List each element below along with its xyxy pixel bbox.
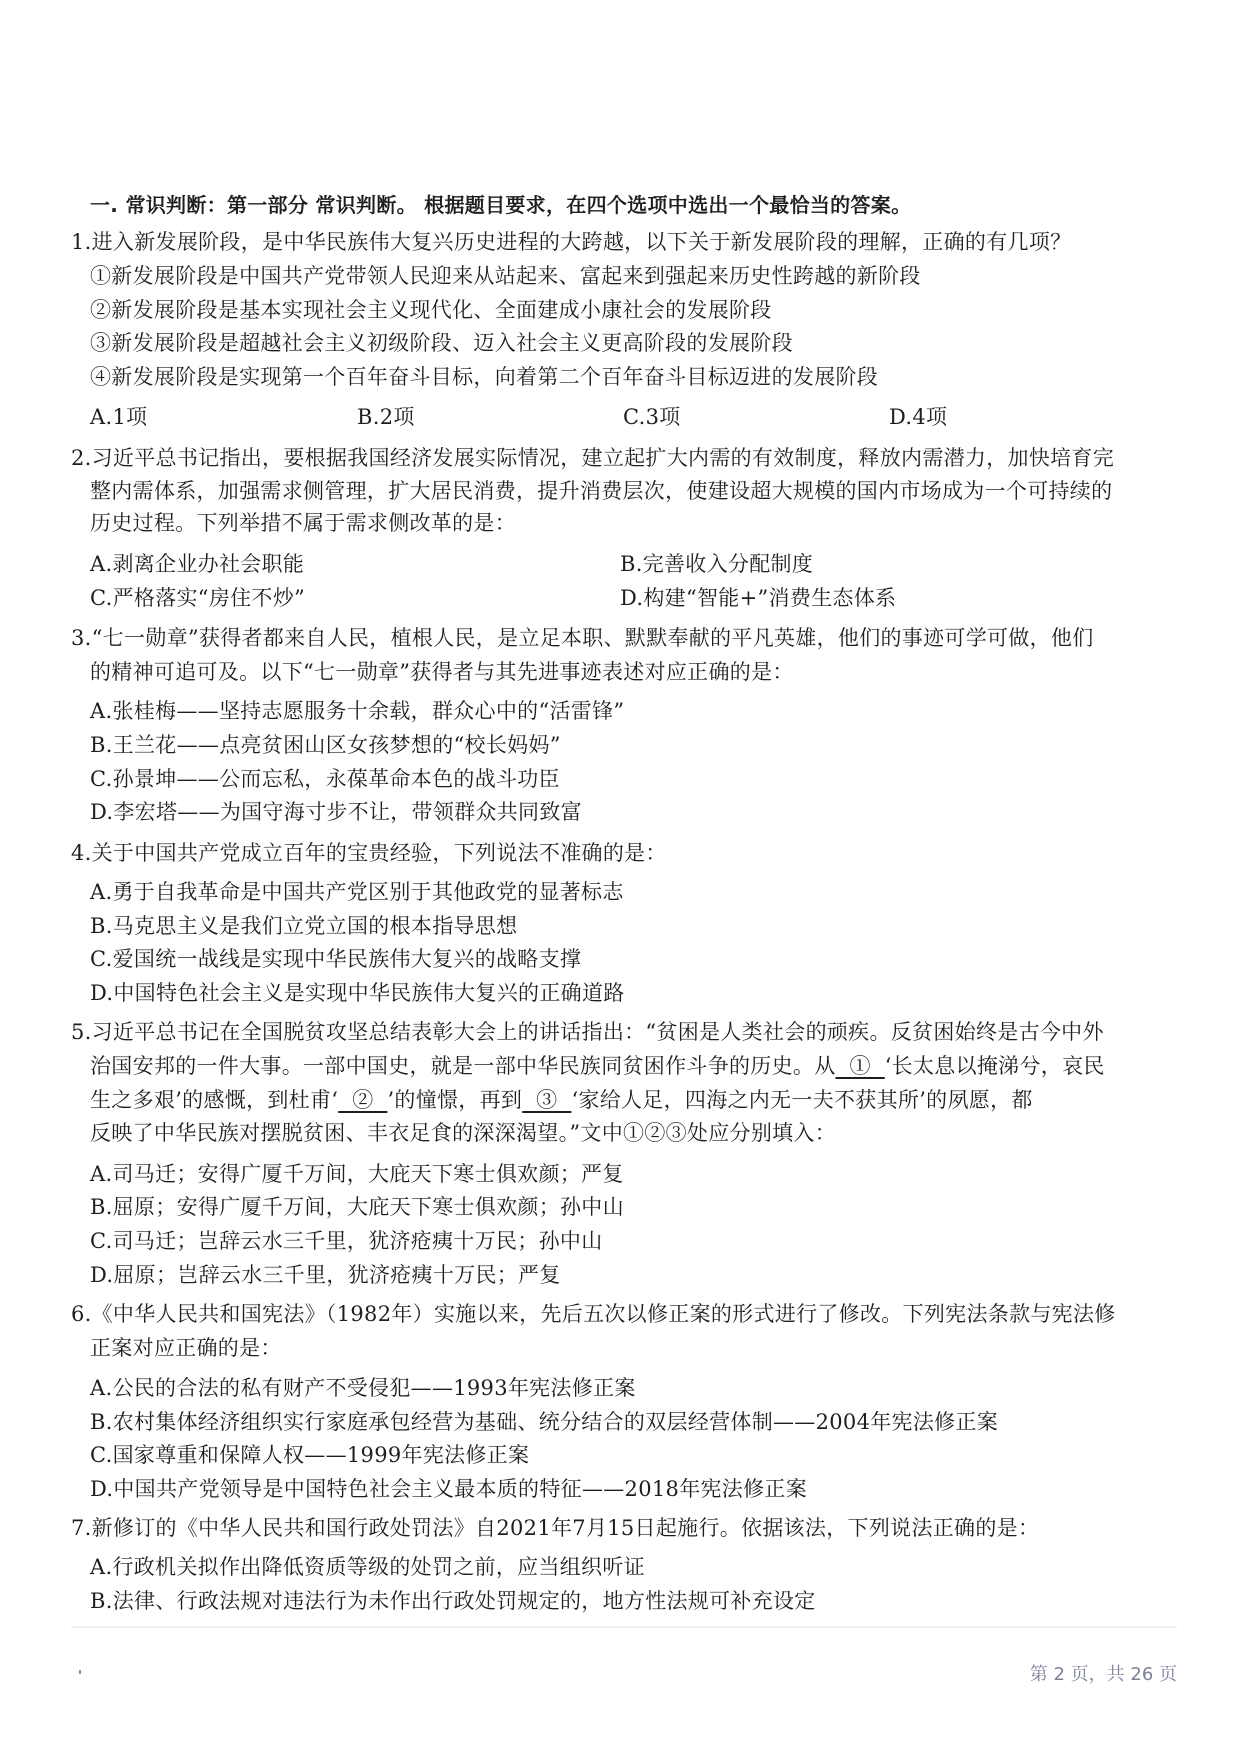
footer-dot xyxy=(79,1670,81,1674)
answer-option: C.国家尊重和保障人权——1999年宪法修正案 xyxy=(90,1443,530,1467)
statement-item: ③新发展阶段是超越社会主义初级阶段、迈入社会主义更高阶段的发展阶段 xyxy=(90,331,793,355)
answer-option: D.屈原；岂辞云水三千里，犹济疮痍十万民；严复 xyxy=(90,1263,561,1287)
page-number: 第 2 页，共 26 页 xyxy=(1029,1664,1177,1685)
stem-text: 生之多艰’的感慨，到杜甫‘ xyxy=(90,1088,339,1112)
question-stem-line: 的精神可追可及。以下“七一勋章”获得者与其先进事迹表述对应正确的是： xyxy=(90,660,794,684)
answer-option: C.司马迁；岂辞云水三千里，犹济疮痍十万民；孙中山 xyxy=(90,1229,603,1253)
fill-blank: ① xyxy=(835,1054,885,1078)
answer-option: A.公民的合法的私有财产不受侵犯——1993年宪法修正案 xyxy=(90,1376,636,1400)
answer-option: B.完善收入分配制度 xyxy=(620,552,814,576)
answer-option: B.农村集体经济组织实行家庭承包经营为基础、统分结合的双层经营体制——2004年宪法修正案 xyxy=(90,1410,999,1434)
statement-item: ①新发展阶段是中国共产党带领人民迎来从站起来、富起来到强起来历史性跨越的新阶段 xyxy=(90,264,921,288)
stem-text: ‘长太息以掩涕兮，哀民 xyxy=(884,1054,1105,1078)
answer-option: D.中国特色社会主义是实现中华民族伟大复兴的正确道路 xyxy=(90,981,625,1005)
question-stem-line: 3.“七一勋章”获得者都来自人民，植根人民，是立足本职、默默奉献的平凡英雄，他们的事迹可学可做，他们 xyxy=(71,626,1094,650)
section-header: 一. 常识判断：第一部分 常识判断。 根据题目要求，在四个选项中选出一个最恰当的答案。 xyxy=(90,193,912,217)
question-stem-line: 7.新修订的《中华人民共和国行政处罚法》自2021年7月15日起施行。依据该法，下列说法正确的是： xyxy=(71,1516,1040,1540)
answer-option: A.1项 xyxy=(90,405,148,429)
answer-option: D.李宏塔——为国守海寸步不让，带领群众共同致富 xyxy=(90,800,582,824)
question-stem-line: 2.习近平总书记指出，要根据我国经济发展实际情况，建立起扩大内需的有效制度，释放内需潜力，加快培育完 xyxy=(71,446,1115,470)
answer-option: A.司马迁；安得广厦千万间，大庇天下寒士俱欢颜；严复 xyxy=(90,1162,624,1186)
answer-option: A.剥离企业办社会职能 xyxy=(90,552,305,576)
question-stem-line: 正案对应正确的是： xyxy=(90,1336,282,1360)
answer-option: A.张桂梅——坚持志愿服务十余载，群众心中的“活雷锋” xyxy=(90,699,625,723)
question-stem-line: 历史过程。下列举措不属于需求侧改革的是： xyxy=(90,511,516,535)
question-stem-line xyxy=(71,1019,1104,1045)
answer-option: D.中国共产党领导是中国特色社会主义最本质的特征——2018年宪法修正案 xyxy=(90,1477,808,1501)
stem-text: ’的憧憬，再到 xyxy=(387,1088,523,1112)
question-stem-line xyxy=(90,1087,1033,1113)
stem-text: ‘家给人足，四海之内无一夫不获其所’的夙愿，都 xyxy=(571,1088,1033,1112)
question-stem-line: 4.关于中国共产党成立百年的宝贵经验，下列说法不准确的是： xyxy=(71,841,667,865)
question-stem-line: 整内需体系，加强需求侧管理，扩大居民消费，提升消费层次，使建设超大规模的国内市场成为一个可持续的 xyxy=(90,479,1113,503)
answer-option: B.屈原；安得广厦千万间，大庇天下寒士俱欢颜；孙中山 xyxy=(90,1195,624,1219)
question-stem-line xyxy=(90,1120,836,1146)
answer-option: B.马克思主义是我们立党立国的根本指导思想 xyxy=(90,914,518,938)
question-stem-line xyxy=(90,1053,1105,1079)
fill-blank: ③ xyxy=(522,1088,572,1112)
answer-option: B.王兰花——点亮贫困山区女孩梦想的“校长妈妈” xyxy=(90,733,561,757)
answer-option: C.严格落实“房住不炒” xyxy=(90,586,306,610)
answer-option: B.2项 xyxy=(357,405,415,429)
statement-item: ②新发展阶段是基本实现社会主义现代化、全面建成小康社会的发展阶段 xyxy=(90,298,772,322)
statement-item: ④新发展阶段是实现第一个百年奋斗目标，向着第二个百年奋斗目标迈进的发展阶段 xyxy=(90,365,879,389)
answer-option: C.爱国统一战线是实现中华民族伟大复兴的战略支撑 xyxy=(90,947,582,971)
answer-option: A.行政机关拟作出降低资质等级的处罚之前，应当组织听证 xyxy=(90,1555,645,1579)
answer-option: D.4项 xyxy=(889,405,948,429)
question-stem-line: 6.《中华人民共和国宪法》（1982年）实施以来，先后五次以修正案的形式进行了修改。下列宪法条款与宪法修 xyxy=(71,1302,1116,1326)
stem-text: 治国安邦的一件大事。一部中国史，就是一部中华民族同贫困作斗争的历史。从 xyxy=(90,1054,836,1078)
stem-text: 5.习近平总书记在全国脱贫攻坚总结表彰大会上的讲话指出：“贫困是人类社会的顽疾。反贫困始终是古今中外 xyxy=(71,1020,1104,1044)
footer-divider xyxy=(71,1626,1177,1628)
answer-option: C.3项 xyxy=(623,405,681,429)
answer-option: C.孙景坤——公而忘私，永葆革命本色的战斗功臣 xyxy=(90,767,560,791)
stem-text: 反映了中华民族对摆脱贫困、丰衣足食的深深渴望。”文中①②③处应分别填入： xyxy=(90,1121,837,1145)
question-stem-line: 1.进入新发展阶段，是中华民族伟大复兴历史进程的大跨越，以下关于新发展阶段的理解，正确的有几项？ xyxy=(71,230,1072,254)
answer-option: D.构建“智能+”消费生态体系 xyxy=(620,586,897,610)
answer-option: B.法律、行政法规对违法行为未作出行政处罚规定的，地方性法规可补充设定 xyxy=(90,1589,816,1613)
fill-blank: ② xyxy=(338,1088,388,1112)
answer-option: A.勇于自我革命是中国共产党区别于其他政党的显著标志 xyxy=(90,880,624,904)
